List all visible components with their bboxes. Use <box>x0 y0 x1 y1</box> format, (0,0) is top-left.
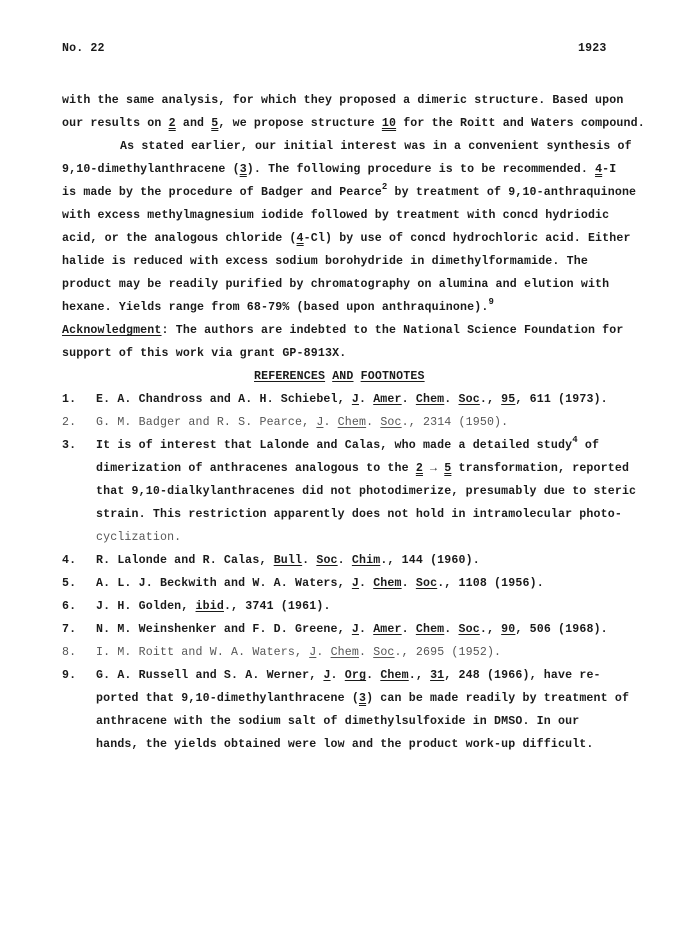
reference-7: N. M. Weinshenker and F. D. Greene, J. Amer. Chem. Soc., 90, 506 (1968). <box>96 623 608 636</box>
reference-1: E. A. Chandross and A. H. Schiebel, J. Amer. Chem. Soc., 95, 611 (1973). <box>96 393 608 406</box>
compound-ref: 10 <box>381 117 397 130</box>
reference-2: G. M. Badger and R. S. Pearce, J. Chem. Soc., 2314 (1950). <box>96 416 509 429</box>
body-line-9: product may be readily purified by chromatography on alumina and elution with <box>62 278 610 291</box>
ref-number: 7. <box>62 623 77 636</box>
body-line-10: hexane. Yields range from 68-79% (based upon anthraquinone).$^9$ <box>62 297 495 314</box>
compound-ref: 4 <box>595 163 603 176</box>
body-line-3: As stated earlier, our initial interest was in a convenient synthesis of <box>120 140 632 153</box>
body-line-8: halide is reduced with excess sodium borohydride in dimethylformamide. The <box>62 255 588 268</box>
compound-ref: 5 <box>211 117 219 130</box>
body-line-6: with excess methylmagnesium iodide followed by treatment with concd hydriodic <box>62 209 610 222</box>
acknowledgment-label: Acknowledgment <box>62 324 162 337</box>
reference-6: J. H. Golden, ibid., 3741 (1961). <box>96 600 331 613</box>
ref-number: 1. <box>62 393 77 406</box>
citation-superscript: 2 <box>381 182 388 192</box>
reference-9-line-2: ported that 9,10-dimethylanthracene (3) can be made readily by treatment of <box>96 692 630 705</box>
ref-number: 2. <box>62 416 77 429</box>
citation-superscript: 4 <box>572 435 578 445</box>
ref-number: 8. <box>62 646 77 659</box>
compound-ref: 4 <box>296 232 304 245</box>
reference-3-line-3: that 9,10-dialkylanthracenes did not photodimerize, presumably due to steric <box>96 485 637 498</box>
reference-8: I. M. Roitt and W. A. Waters, J. Chem. Soc., 2695 (1952). <box>96 646 502 659</box>
compound-ref: 3 <box>239 163 247 176</box>
body-line-5: is made by the procedure of Badger and Pearce$^2$ by treatment of 9,10-anthraquinone <box>62 182 637 199</box>
citation-superscript: 9 <box>488 297 495 307</box>
reference-9-line-4: hands, the yields obtained were low and the product work-up difficult. <box>96 738 594 751</box>
reference-5: A. L. J. Beckwith and W. A. Waters, J. Chem. Soc., 1108 (1956). <box>96 577 544 590</box>
reference-3-line-5: cyclization. <box>96 531 182 544</box>
page-number: 1923 <box>578 42 607 55</box>
reference-9-line-3: anthracene with the sodium salt of dimethylsulfoxide in DMSO. In our <box>96 715 580 728</box>
reference-9-line-1: G. A. Russell and S. A. Werner, J. Org. Chem., 31, 248 (1966), have re- <box>96 669 601 682</box>
body-line-1: with the same analysis, for which they proposed a dimeric structure. Based upon <box>62 94 624 107</box>
ref-number: 9. <box>62 669 77 682</box>
ref-number: 5. <box>62 577 77 590</box>
running-header-left: No. 22 <box>62 42 105 55</box>
reference-3-line-2: dimerization of anthracenes analogous to the 2 → 5 transformation, reported <box>96 462 630 475</box>
body-line-12: support of this work via grant GP-8913X. <box>62 347 347 360</box>
reference-4: R. Lalonde and R. Calas, Bull. Soc. Chim., 144 (1960). <box>96 554 480 567</box>
compound-ref: 2 <box>168 117 176 130</box>
ref-number: 6. <box>62 600 77 613</box>
reference-3-line-4: strain. This restriction apparently does not hold in intramolecular photo- <box>96 508 622 521</box>
body-line-7: acid, or the analogous chloride (4-Cl) by use of concd hydrochloric acid. Either <box>62 232 631 245</box>
ref-number: 4. <box>62 554 77 567</box>
body-line-2: our results on 2 and 5, we propose structure 10 for the Roitt and Waters compound. <box>62 117 645 130</box>
reference-3-line-1: It is of interest that Lalonde and Calas, who made a detailed study$^4$ of <box>96 435 600 452</box>
body-line-11: Acknowledgment: The authors are indebted to the National Science Foundation for <box>62 324 624 337</box>
references-heading: REFERENCES AND FOOTNOTES <box>254 370 425 383</box>
ref-number: 3. <box>62 439 77 452</box>
arrow-icon: → <box>422 462 445 475</box>
body-line-4: 9,10-dimethylanthracene (3). The following procedure is to be recommended. 4-I <box>62 163 617 176</box>
